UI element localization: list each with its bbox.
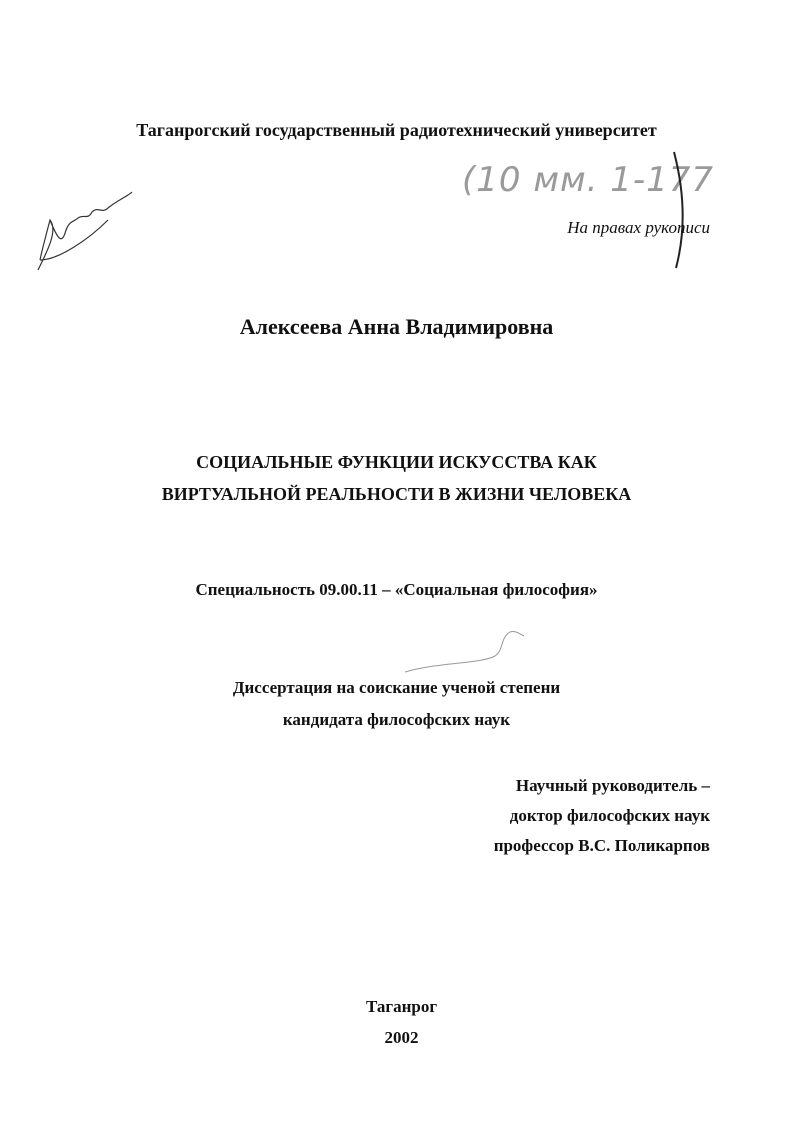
dissertation-title-line-1: СОЦИАЛЬНЫЕ ФУНКЦИИ ИСКУССТВА КАК — [196, 452, 597, 472]
university-name: Таганрогский государственный радиотехнический университет — [136, 120, 657, 140]
year: 2002 — [384, 1028, 419, 1047]
dissertation-title-line-2: ВИРТУАЛЬНОЙ РЕАЛЬНОСТИ В ЖИЗНИ ЧЕЛОВЕКА — [161, 484, 632, 504]
specialty: Специальность 09.00.11 – «Социальная философия» — [195, 580, 598, 599]
supervisor-label: Научный руководитель – — [515, 776, 710, 795]
manuscript-rights: На правах рукописи — [567, 218, 710, 237]
pen-stroke — [400, 628, 530, 678]
supervisor-degree: доктор философских наук — [509, 806, 710, 825]
handwritten-bracket — [670, 150, 690, 270]
author-name: Алексеева Анна Владимировна — [239, 314, 554, 339]
city: Таганрог — [365, 997, 438, 1016]
degree-line-2: кандидата философских наук — [282, 710, 511, 729]
supervisor-name: профессор В.С. Поликарпов — [493, 836, 710, 855]
handwritten-archive-note: (10 мм. 1-177 — [462, 160, 715, 200]
signature — [28, 190, 138, 280]
degree-line-1: Диссертация на соискание ученой степени — [232, 678, 561, 697]
